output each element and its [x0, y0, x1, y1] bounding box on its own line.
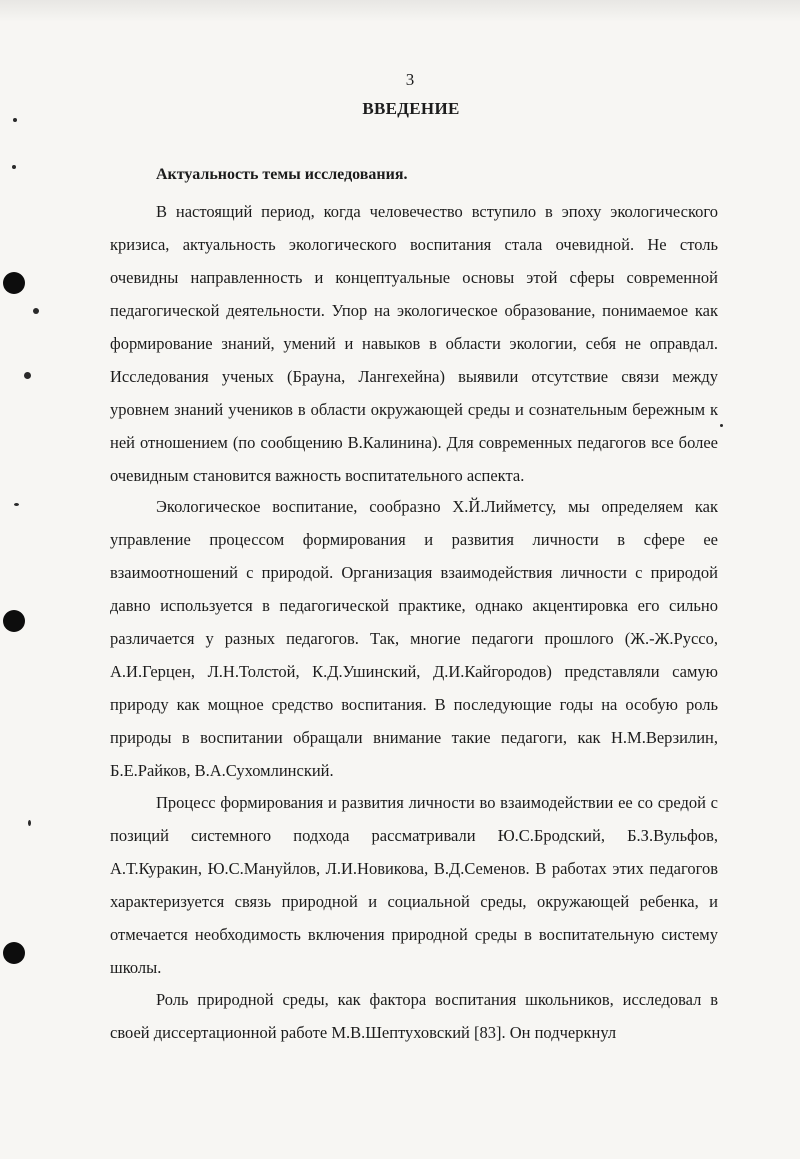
page-number: 3 [405, 70, 415, 89]
scan-speck [24, 372, 31, 379]
scan-speck [12, 165, 16, 169]
paragraph: Экологическое воспитание, сообразно Х.Й.Лийметсу, мы определяем как управление процессом формирования и развития личности в сфере ее взаимоотношений с природой. Организация взаимодействия личности с природой давно используется в педагогической практике, однако акцентировка его сильно различается у разных педагогов. Так, многие педагоги прошлого (Ж.-Ж.Руссо, А.И.Герцен, Л.Н.Толстой, К.Д.Ушинский, Д.И.Кайгородов) представляли самую природу как мощное средство воспитания. В последующие годы на особую роль природы в воспитании обращали внимание такие педагоги, как Н.М.Верзилин, Б.Е.Райков, В.А.Сухомлинский. [110, 497, 718, 780]
scan-speck [28, 820, 31, 826]
paragraph: Процесс формирования и развития личности во взаимодействии ее со средой с позиций системного подхода рассматривали Ю.С.Бродский, Б.З.Вульфов, А.Т.Куракин, Ю.С.Мануйлов, Л.И.Новикова, В.Д.Семенов. В работах этих педагогов характеризуется связь природной и социальной среды, окружающей ребенка, и отмечается необходимость включения природной среды в воспитательную систему школы. [110, 793, 718, 977]
scan-speck [33, 308, 39, 314]
binder-hole [3, 610, 25, 632]
scan-speck [14, 503, 19, 506]
binder-hole [3, 272, 25, 294]
scan-speck [720, 424, 723, 427]
page-title: ВВЕДЕНИЕ [362, 99, 460, 118]
scan-top-edge [0, 0, 800, 22]
binder-hole [3, 942, 25, 964]
section-heading: Актуальность темы исследования. [156, 166, 408, 183]
paragraph: Роль природной среды, как фактора воспитания школьников, исследовал в своей диссертационной работе М.В.Шептуховский [83]. Он подчеркнул [110, 990, 718, 1042]
paragraph: В настоящий период, когда человечество вступило в эпоху экологического кризиса, актуальность экологического воспитания стала очевидной. Не столь очевидны направленность и концептуальные основы этой сферы современной педагогической деятельности. Упор на экологическое образование, понимаемое как формирование знаний, умений и навыков в области экологии, себя не оправдал. Исследования ученых (Брауна, Лангехейна) выявили отсутствие связи между уровнем знаний учеников в области окружающей среды и сознательным бережным к ней отношением (по сообщению В.Калинина). Для современных педагогов все более очевидным становится важность воспитательного аспекта. [110, 202, 718, 485]
